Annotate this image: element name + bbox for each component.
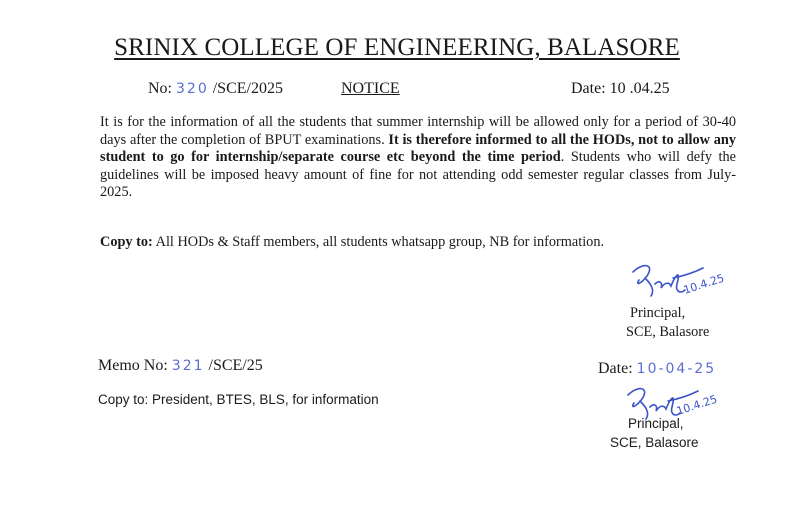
- signatory-place-1: SCE, Balasore: [626, 324, 710, 340]
- signatory-title-1: Principal,: [630, 305, 686, 321]
- memo-date-label: Date:: [598, 360, 637, 377]
- notice-number-suffix: /SCE/2025: [208, 80, 283, 97]
- notice-number: [148, 80, 283, 98]
- notice-body-text-2: . Students who will defy the guidelines will be imposed heavy amount of fine for not attending odd semester regular classes from July-2025.: [100, 149, 736, 201]
- signature-2-date: 10.4.25: [674, 392, 719, 418]
- memo-number-prefix: Memo No:: [98, 357, 172, 374]
- memo-number-suffix: /SCE/25: [204, 357, 263, 374]
- memo-number-handwritten: 321: [171, 358, 205, 374]
- memo-date-handwritten: 10-04-25: [636, 361, 717, 377]
- notice-body-bold: It is therefore informed to all the HODs, not to allow any student to go for internship/separate course etc beyond the time period: [100, 131, 736, 166]
- notice-date: Date: 10 .04.25: [571, 80, 670, 97]
- copy-to-label: Copy to:: [100, 234, 153, 250]
- signature-1-date: 10.4.25: [681, 271, 726, 297]
- notice-heading: NOTICE: [341, 80, 400, 97]
- signatory-place-2: SCE, Balasore: [610, 435, 699, 450]
- college-title: SRINIX COLLEGE OF ENGINEERING, BALASORE: [114, 34, 680, 61]
- notice-body: [100, 114, 736, 202]
- copy-to-line: [100, 234, 604, 251]
- principal-signature-1: [625, 254, 735, 304]
- signatory-title-2: Principal,: [628, 416, 684, 431]
- notice-number-prefix: No:: [148, 80, 176, 97]
- memo-date: [598, 360, 716, 378]
- notice-number-handwritten: 320: [176, 81, 209, 97]
- notice-body-text-1: It is for the information of all the students that summer internship will be allowed only for a period of 30-40 days after the completion of BPUT examinations.: [100, 114, 736, 148]
- memo-copy-to: Copy to: President, BTES, BLS, for information: [98, 392, 379, 407]
- copy-to-text: All HODs & Staff members, all students whatsapp group, NB for information.: [152, 234, 605, 250]
- memo-number: [98, 357, 263, 375]
